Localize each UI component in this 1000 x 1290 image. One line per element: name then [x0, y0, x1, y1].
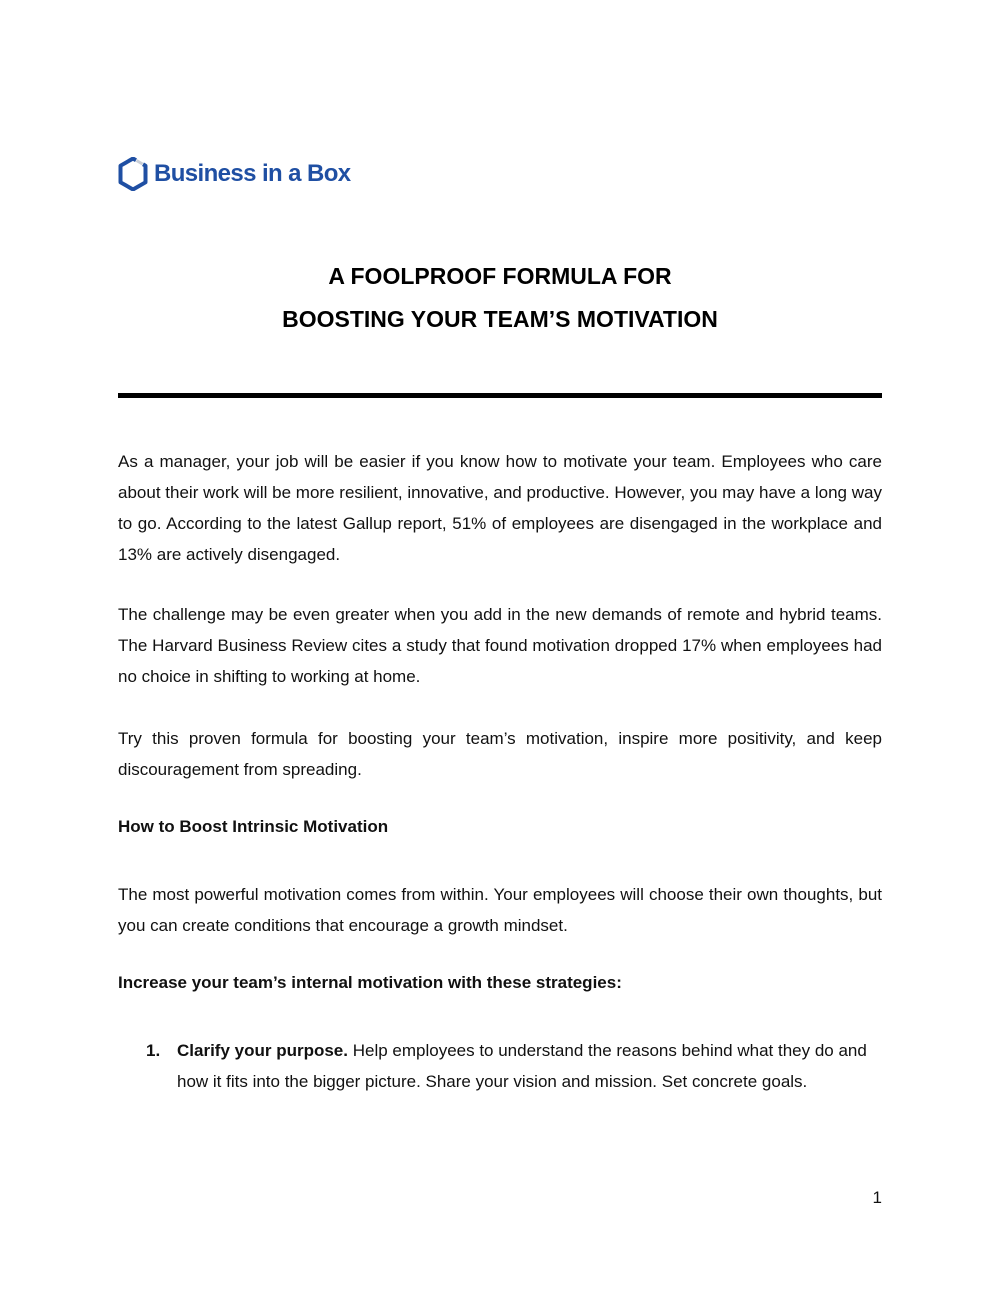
challenge-paragraph: The challenge may be even greater when you add in the new demands of remote and hybrid teams. The Harvard Business Review cites a study that found motivation dropped 17% when employees had no choice in shifting to working at home. [118, 605, 882, 686]
list-heading: Increase your team’s internal motivation with these strategies: [118, 973, 622, 992]
formula-paragraph: Try this proven formula for boosting your team’s motivation, inspire more positivity, and keep discouragement from spreading. [118, 729, 882, 779]
brand-logo [118, 157, 351, 191]
list-item-lead: Clarify your purpose. [177, 1041, 348, 1060]
hexagon-icon [118, 157, 148, 191]
brand-name: Business in a Box [154, 160, 351, 187]
document-title-line-2: BOOSTING YOUR TEAM’S MOTIVATION [282, 306, 718, 332]
page-number: 1 [872, 1188, 882, 1207]
intro-paragraph: As a manager, your job will be easier if you know how to motivate your team. Employees who care about their work will be more resilient, innovative, and productive. However, you may have a long way to go. According to the latest Gallup report, 51% of employees are disengaged in the workplace and 13% are actively disengaged. [118, 452, 882, 564]
document-title-line-1: A FOOLPROOF FORMULA FOR [328, 263, 672, 289]
list-item [146, 1035, 882, 1097]
section-paragraph: The most powerful motivation comes from within. Your employees will choose their own thoughts, but you can create conditions that encourage a growth mindset. [118, 885, 882, 935]
list-item-text: Help employees to understand the reasons behind what they do and how it fits into the bigger picture. Share your vision and mission. Set concrete goals. [177, 1041, 867, 1091]
title-divider [118, 393, 882, 398]
list-item-number: 1. [146, 1041, 161, 1060]
strategies-list [146, 1035, 882, 1097]
section-heading: How to Boost Intrinsic Motivation [118, 817, 389, 836]
